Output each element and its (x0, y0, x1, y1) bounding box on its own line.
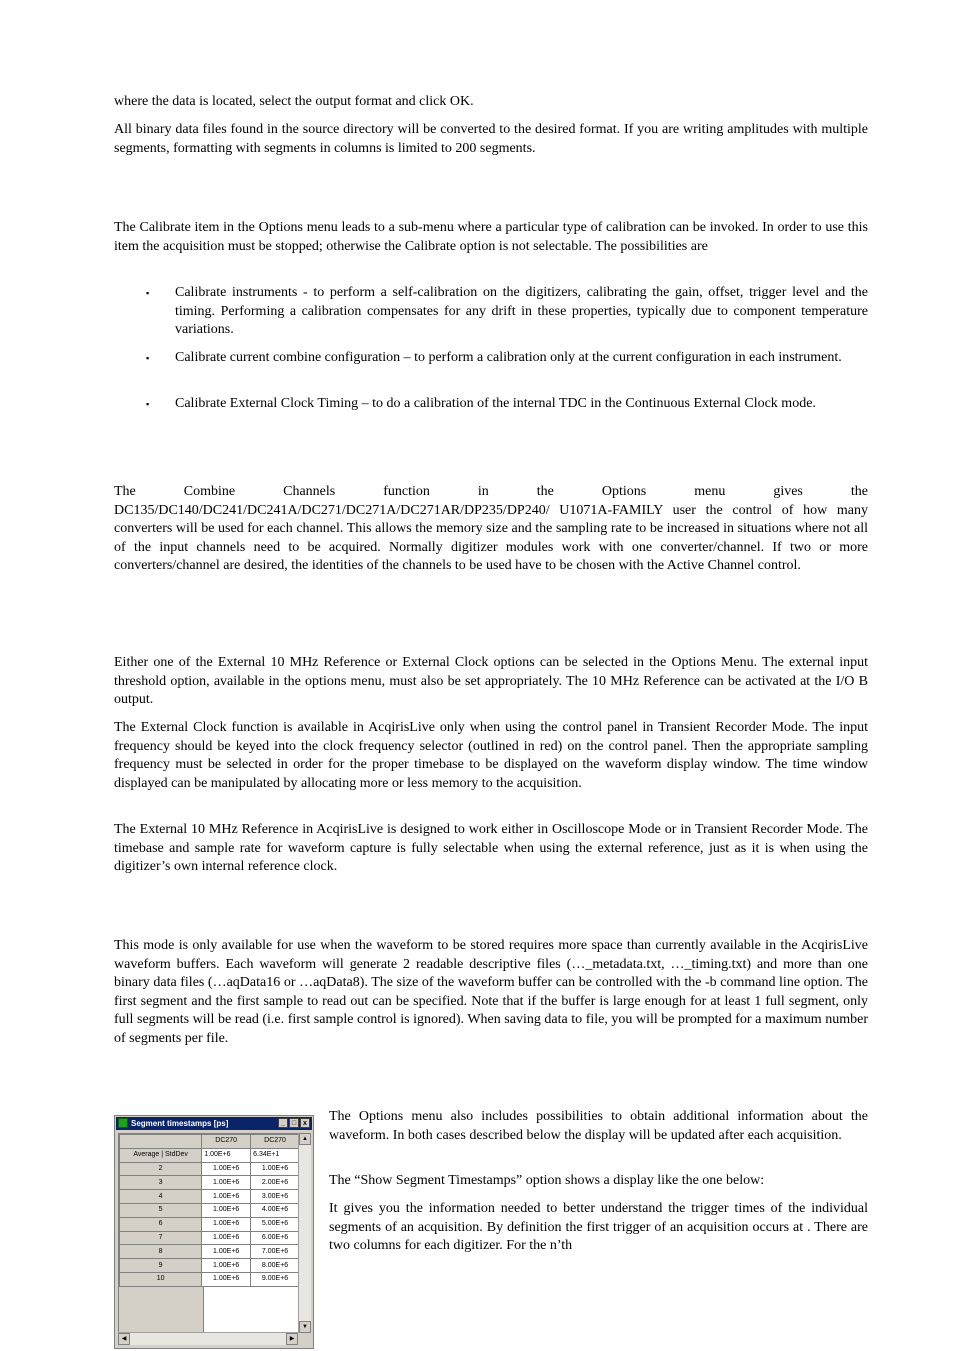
cell-delta: 1.00E+6 (202, 1272, 251, 1286)
cell-absolute: 7.00E+6 (251, 1245, 300, 1259)
cell-absolute: 8.00E+6 (251, 1259, 300, 1273)
segment-number: 10 (120, 1272, 202, 1286)
segment-number: 6 (120, 1217, 202, 1231)
cell-absolute: 4.00E+6 (251, 1203, 300, 1217)
vertical-scrollbar[interactable] (298, 1133, 311, 1333)
horizontal-scrollbar[interactable] (118, 1332, 298, 1345)
paragraph-show-timestamps: The “Show Segment Timestamps” option shows a display like the one below: (329, 1173, 765, 1188)
cell-absolute: 2.00E+6 (251, 1176, 300, 1190)
table-row (120, 1245, 300, 1259)
paragraph-output-format: where the data is located, select the output format and click OK. (114, 94, 474, 109)
paragraph-options-info: The Options menu also includes possibilities to obtain additional information about the waveform. In both cases described below the display will be updated after each acquisition. (329, 1109, 868, 1143)
table-row (120, 1162, 300, 1176)
table-row (120, 1272, 300, 1286)
cell-absolute: 9.00E+6 (251, 1272, 300, 1286)
cell-delta: 1.00E+6 (202, 1259, 251, 1273)
paragraph-combine-channels: The Combine Channels function in the Options menu gives the DC135/DC140/DC241/DC241A/DC271/DC271A/DC271AR/DP235/DP240/ U1071A-FAMILY user the control of how many converters will be used for each channel. This allows the memory size and the sampling rate to be increased in situations where not all of the input channels need to be acquired. Normally digitizer modules work with one converter/channel. If two or more converters/channel are desired, the identities of the channels to be used have to be chosen with the Active Channel control. (114, 484, 868, 574)
segment-timestamps-window (114, 1115, 314, 1349)
segment-number: 2 (120, 1162, 202, 1176)
cell-absolute: 1.00E+6 (251, 1162, 300, 1176)
table-header-row (120, 1135, 300, 1149)
cell-absolute: 5.00E+6 (251, 1217, 300, 1231)
segment-number: 3 (120, 1176, 202, 1190)
corner-cell (120, 1135, 202, 1149)
scroll-left-icon[interactable]: ◀ (118, 1333, 130, 1345)
paragraph-binary-conversion: All binary data files found in the source directory will be converted to the desired format. If you are writing amplitudes with multiple segments, formatting with segments in columns is limited to 200 segments. (114, 122, 868, 156)
table-row (120, 1231, 300, 1245)
close-button[interactable]: x (300, 1118, 310, 1128)
cell-absolute: 3.00E+6 (251, 1190, 300, 1204)
cell-delta: 1.00E+6 (202, 1176, 251, 1190)
cell-delta: 1.00E+6 (202, 1245, 251, 1259)
bullet-marker-1: ▪ (146, 288, 150, 298)
segment-number: 5 (120, 1203, 202, 1217)
bullet-marker-3: ▪ (146, 399, 150, 409)
column-header[interactable]: DC270 (202, 1135, 251, 1149)
table-row (120, 1176, 300, 1190)
scroll-down-icon[interactable]: ▼ (299, 1321, 311, 1333)
average-row (120, 1148, 300, 1162)
paragraph-10mhz-reference: The External 10 MHz Reference in AcqirisLive is designed to work either in Oscilloscope Mode or in Transient Recorder Mode. The timebase and sample rate for waveform capture is fully selectable when using the external reference, just as it is when using the digitizer’s own internal reference clock. (114, 822, 868, 875)
bullet-marker-2: ▪ (146, 353, 150, 363)
minimize-button[interactable]: _ (278, 1118, 288, 1128)
table-row (120, 1190, 300, 1204)
average-value: 1.00E+6 (202, 1148, 251, 1162)
table-row (120, 1203, 300, 1217)
bullet-calibrate-combine: Calibrate current combine configuration – to perform a calibration only at the current configuration in each instrument. (175, 350, 842, 365)
average-label: Average | StdDev (120, 1148, 202, 1162)
segment-number: 9 (120, 1259, 202, 1273)
paragraph-calibrate-intro: The Calibrate item in the Options menu leads to a sub-menu where a particular type of calibration can be invoked. In order to use this item the acquisition must be stopped; otherwise the Calibrate option is not selectable. The possibilities are (114, 220, 868, 254)
paragraph-external-reference: Either one of the External 10 MHz Reference or External Clock options can be selected in the Options Menu. The external input threshold option, available in the options menu, must also be set appropriately. The 10 MHz Reference can be activated at the I/O B output. (114, 655, 868, 708)
table-row (120, 1259, 300, 1273)
column-header[interactable]: DC270 (251, 1135, 300, 1149)
bullet-calibrate-external-clock: Calibrate External Clock Timing – to do a calibration of the internal TDC in the Continuous External Clock mode. (175, 396, 816, 411)
bullet-calibrate-instruments: Calibrate instruments - to perform a self-calibration on the digitizers, calibrating the gain, offset, trigger level and the timing. Performing a calibration compensates for any drift in these properties, typically due to component temperature variations. (175, 285, 868, 338)
cell-absolute: 6.00E+6 (251, 1231, 300, 1245)
cell-delta: 1.00E+6 (202, 1190, 251, 1204)
paragraph-waveform-buffer-mode: This mode is only available for use when the waveform to be stored requires more space than currently available in the AcqirisLive waveform buffers. Each waveform will generate 2 readable descriptive files (…_metadata.txt, …_timing.txt) and more than one binary data files (…aqData16 or …aqData8). The size of the waveform buffer can be controlled with the -b command line option. The first segment and the first sample to read out can be specified. Note that if the buffer is large enough for at least 1 full segment, only full segments will be read (i.e. first sample control is ignored). When saving data to file, you will be prompted for a maximum number of segments per file. (114, 938, 868, 1046)
maximize-button[interactable]: □ (289, 1118, 299, 1128)
paragraph-trigger-times: It gives you the information needed to better understand the trigger times of the individual segments of an acquisition. By definition the first trigger of an acquisition occurs at . There are two columns for each digitizer. For the n’th (329, 1201, 868, 1254)
segment-number: 7 (120, 1231, 202, 1245)
window-title: Segment timestamps [ps] (131, 1119, 229, 1128)
stddev-value: 6.34E+1 (251, 1148, 300, 1162)
table-row (120, 1217, 300, 1231)
cell-delta: 1.00E+6 (202, 1162, 251, 1176)
app-icon (118, 1118, 128, 1128)
window-title-bar[interactable] (116, 1117, 312, 1130)
row-header-filler (119, 1287, 204, 1333)
segment-number: 4 (120, 1190, 202, 1204)
timestamps-grid[interactable] (118, 1133, 301, 1333)
timestamps-table (119, 1134, 300, 1287)
scroll-right-icon[interactable]: ▶ (286, 1333, 298, 1345)
segment-number: 8 (120, 1245, 202, 1259)
cell-delta: 1.00E+6 (202, 1203, 251, 1217)
scroll-up-icon[interactable]: ▲ (299, 1133, 311, 1145)
cell-delta: 1.00E+6 (202, 1231, 251, 1245)
cell-delta: 1.00E+6 (202, 1217, 251, 1231)
paragraph-external-clock: The External Clock function is available in AcqirisLive only when using the control panel in Transient Recorder Mode. The input frequency should be keyed into the clock frequency selector (outlined in red) on the control panel. Then the appropriate sampling frequency must be selected in order for the proper timebase to be displayed on the waveform display window. The time window displayed can be manipulated by allocating more or less memory to the acquisition. (114, 720, 868, 791)
